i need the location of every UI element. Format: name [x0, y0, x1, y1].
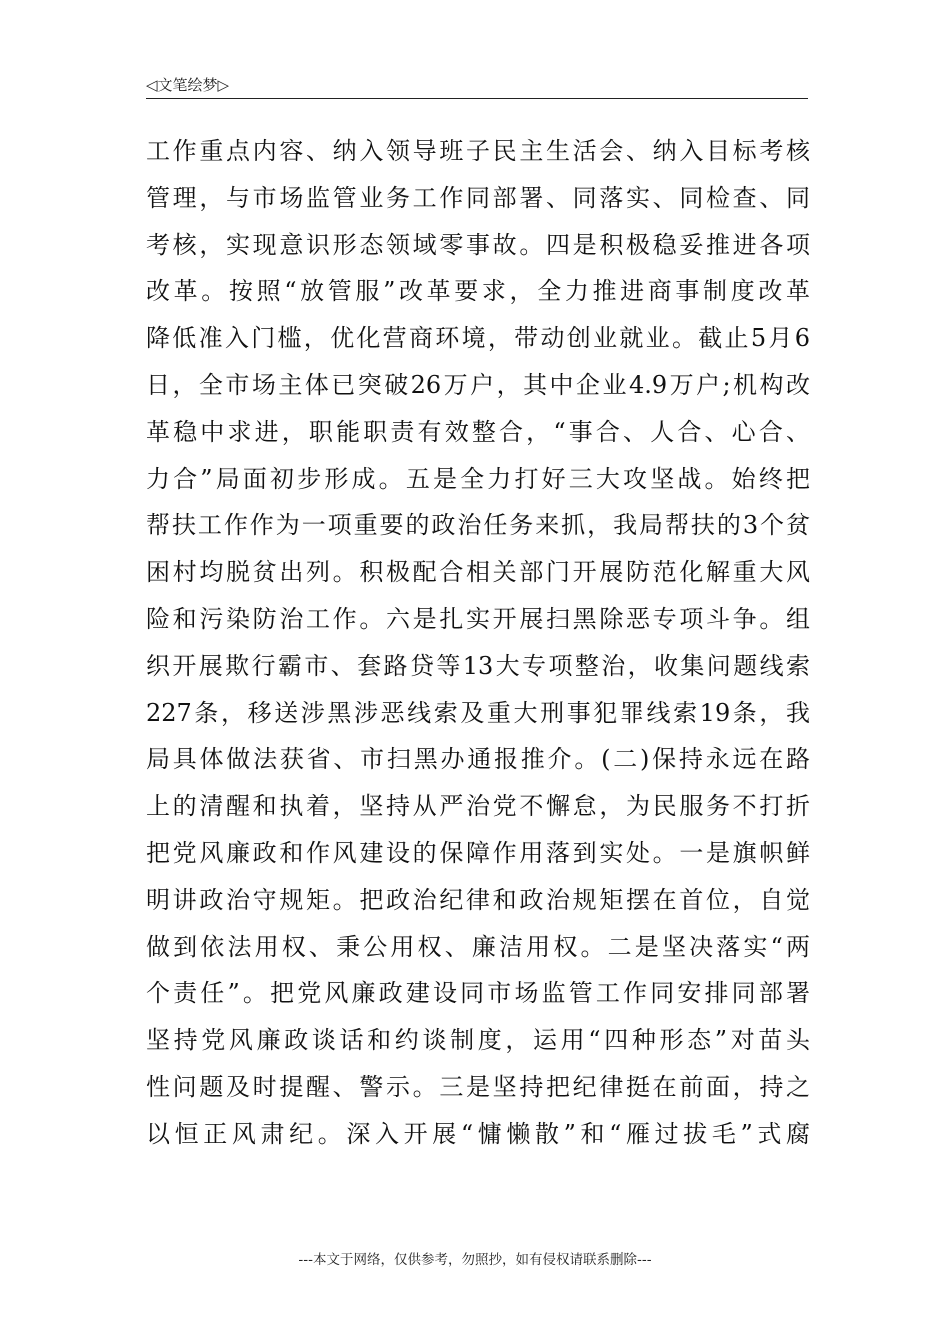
text-line: 工作重点内容、纳入领导班子民主生活会、纳入目标考核 — [146, 137, 810, 165]
document-body — [146, 128, 810, 1158]
text-line: 力合”局面初步形成。五是全力打好三大攻坚战。始终把 — [146, 464, 810, 493]
text-line: 险和污染防治工作。六是扎实开展扫黑除恶专项斗争。组 — [146, 604, 810, 633]
text-line: 227条，移送涉黑涉恶线索及重大刑事犯罪线索19条，我 — [146, 698, 810, 727]
text-line: 降低准入门槛，优化营商环境，带动创业就业。截止5月6 — [146, 324, 810, 353]
page-footer: ---本文于网络，仅供参考，勿照抄，如有侵权请联系删除--- — [298, 1252, 652, 1268]
text-line: 改革。按照“放管服”改革要求，全力推进商事制度改革 — [146, 277, 810, 306]
text-line: 个责任”。把党风廉政建设同市场监管工作同安排同部署 — [146, 979, 810, 1008]
text-line: 上的清醒和执着，坚持从严治党不懈怠，为民服务不打折 — [146, 792, 810, 821]
text-line: 把党风廉政和作风建设的保障作用落到实处。一是旗帜鲜 — [146, 838, 810, 867]
text-line: 考核，实现意识形态领域零事故。四是积极稳妥推进各项 — [146, 230, 810, 259]
text-line: 革稳中求进，职能职责有效整合，“事合、人合、心合、 — [146, 417, 810, 446]
text-line: 坚持党风廉政谈话和约谈制度，运用“四种形态”对苗头 — [146, 1026, 810, 1055]
page-header — [146, 72, 808, 99]
text-line: 日，全市场主体已突破26万户，其中企业4.9万户;机构改 — [146, 370, 810, 399]
text-line: 做到依法用权、秉公用权、廉洁用权。二是坚决落实“两 — [146, 932, 810, 961]
text-line: 帮扶工作作为一项重要的政治任务来抓，我局帮扶的3个贫 — [146, 511, 810, 540]
header-title: ◁文笔绘梦▷ — [146, 76, 230, 94]
text-line: 局具体做法获省、市扫黑办通报推介。(二)保持永远在路 — [146, 745, 810, 774]
text-line: 明讲政治守规矩。把政治纪律和政治规矩摆在首位，自觉 — [146, 885, 810, 914]
text-line: 织开展欺行霸市、套路贷等13大专项整治，收集问题线索 — [146, 651, 810, 680]
text-line: 性问题及时提醒、警示。三是坚持把纪律挺在前面，持之 — [146, 1072, 810, 1101]
text-line: 以恒正风肃纪。深入开展“慵懒散”和“雁过拔毛”式腐 — [146, 1119, 810, 1148]
text-line: 管理，与市场监管业务工作同部署、同落实、同检查、同 — [146, 183, 810, 212]
text-line: 困村均脱贫出列。积极配合相关部门开展防范化解重大风 — [146, 558, 810, 587]
